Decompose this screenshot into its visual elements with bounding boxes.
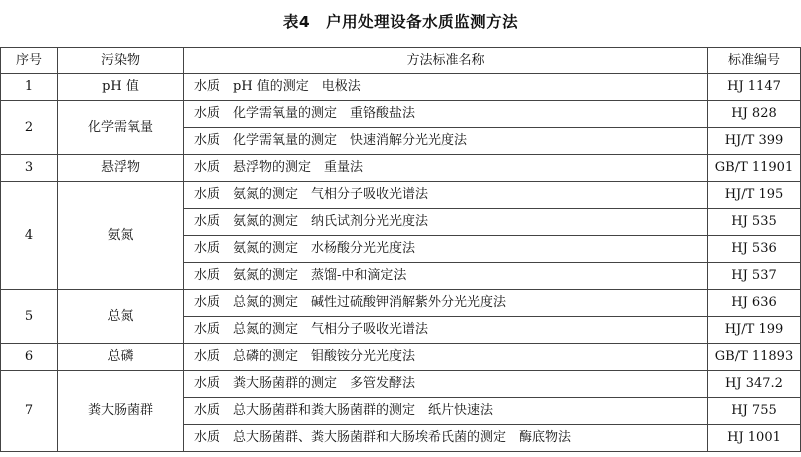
- pollutant-cell: 总氮: [58, 290, 184, 344]
- header-standard-code: 标准编号: [708, 48, 801, 74]
- serial-number-cell: 3: [1, 155, 58, 182]
- method-name-cell: 水质 总氮的测定 气相分子吸收光谱法: [184, 317, 708, 344]
- serial-number-cell: 7: [1, 371, 58, 452]
- standard-code-cell: HJ 536: [708, 236, 801, 263]
- method-name-cell: 水质 氨氮的测定 气相分子吸收光谱法: [184, 182, 708, 209]
- pollutant-cell: pH 值: [58, 74, 184, 101]
- method-name-cell: 水质 总大肠菌群、粪大肠菌群和大肠埃希氏菌的测定 酶底物法: [184, 425, 708, 452]
- monitoring-methods-table: [0, 47, 801, 452]
- table-title: 表4 户用处理设备水质监测方法: [282, 13, 519, 31]
- standard-code-cell: GB/T 11901: [708, 155, 801, 182]
- table-header-row: [1, 48, 801, 74]
- standard-code-cell: HJ 755: [708, 398, 801, 425]
- method-name-cell: 水质 粪大肠菌群的测定 多管发酵法: [184, 371, 708, 398]
- table-row: [1, 344, 801, 371]
- table-row: [1, 371, 801, 398]
- standard-code-cell: HJ/T 195: [708, 182, 801, 209]
- method-name-cell: 水质 氨氮的测定 纳氏试剂分光光度法: [184, 209, 708, 236]
- standard-code-cell: GB/T 11893: [708, 344, 801, 371]
- standard-code-cell: HJ 535: [708, 209, 801, 236]
- method-name-cell: 水质 总磷的测定 钼酸铵分光光度法: [184, 344, 708, 371]
- serial-number-cell: 4: [1, 182, 58, 290]
- standard-code-cell: HJ/T 399: [708, 128, 801, 155]
- standard-code-cell: HJ 636: [708, 290, 801, 317]
- method-name-cell: 水质 总氮的测定 碱性过硫酸钾消解紫外分光光度法: [184, 290, 708, 317]
- table-row: [1, 182, 801, 209]
- standard-code-cell: HJ 1147: [708, 74, 801, 101]
- method-name-cell: 水质 总大肠菌群和粪大肠菌群的测定 纸片快速法: [184, 398, 708, 425]
- pollutant-cell: 悬浮物: [58, 155, 184, 182]
- serial-number-cell: 5: [1, 290, 58, 344]
- serial-number-cell: 6: [1, 344, 58, 371]
- standard-code-cell: HJ 347.2: [708, 371, 801, 398]
- pollutant-cell: 氨氮: [58, 182, 184, 290]
- header-method-name: 方法标准名称: [184, 48, 708, 74]
- method-name-cell: 水质 化学需氧量的测定 重铬酸盐法: [184, 101, 708, 128]
- table-row: [1, 74, 801, 101]
- standard-code-cell: HJ 828: [708, 101, 801, 128]
- method-name-cell: 水质 氨氮的测定 水杨酸分光光度法: [184, 236, 708, 263]
- header-pollutant: 污染物: [58, 48, 184, 74]
- table-body: [1, 74, 801, 452]
- pollutant-cell: 总磷: [58, 344, 184, 371]
- table-row: [1, 155, 801, 182]
- header-serial: 序号: [1, 48, 58, 74]
- table-row: [1, 101, 801, 128]
- standard-code-cell: HJ/T 199: [708, 317, 801, 344]
- method-name-cell: 水质 pH 值的测定 电极法: [184, 74, 708, 101]
- standard-code-cell: HJ 1001: [708, 425, 801, 452]
- pollutant-cell: 化学需氧量: [58, 101, 184, 155]
- method-name-cell: 水质 氨氮的测定 蒸馏-中和滴定法: [184, 263, 708, 290]
- table-row: [1, 290, 801, 317]
- method-name-cell: 水质 化学需氧量的测定 快速消解分光光度法: [184, 128, 708, 155]
- standard-code-cell: HJ 537: [708, 263, 801, 290]
- method-name-cell: 水质 悬浮物的测定 重量法: [184, 155, 708, 182]
- pollutant-cell: 粪大肠菌群: [58, 371, 184, 452]
- serial-number-cell: 1: [1, 74, 58, 101]
- serial-number-cell: 2: [1, 101, 58, 155]
